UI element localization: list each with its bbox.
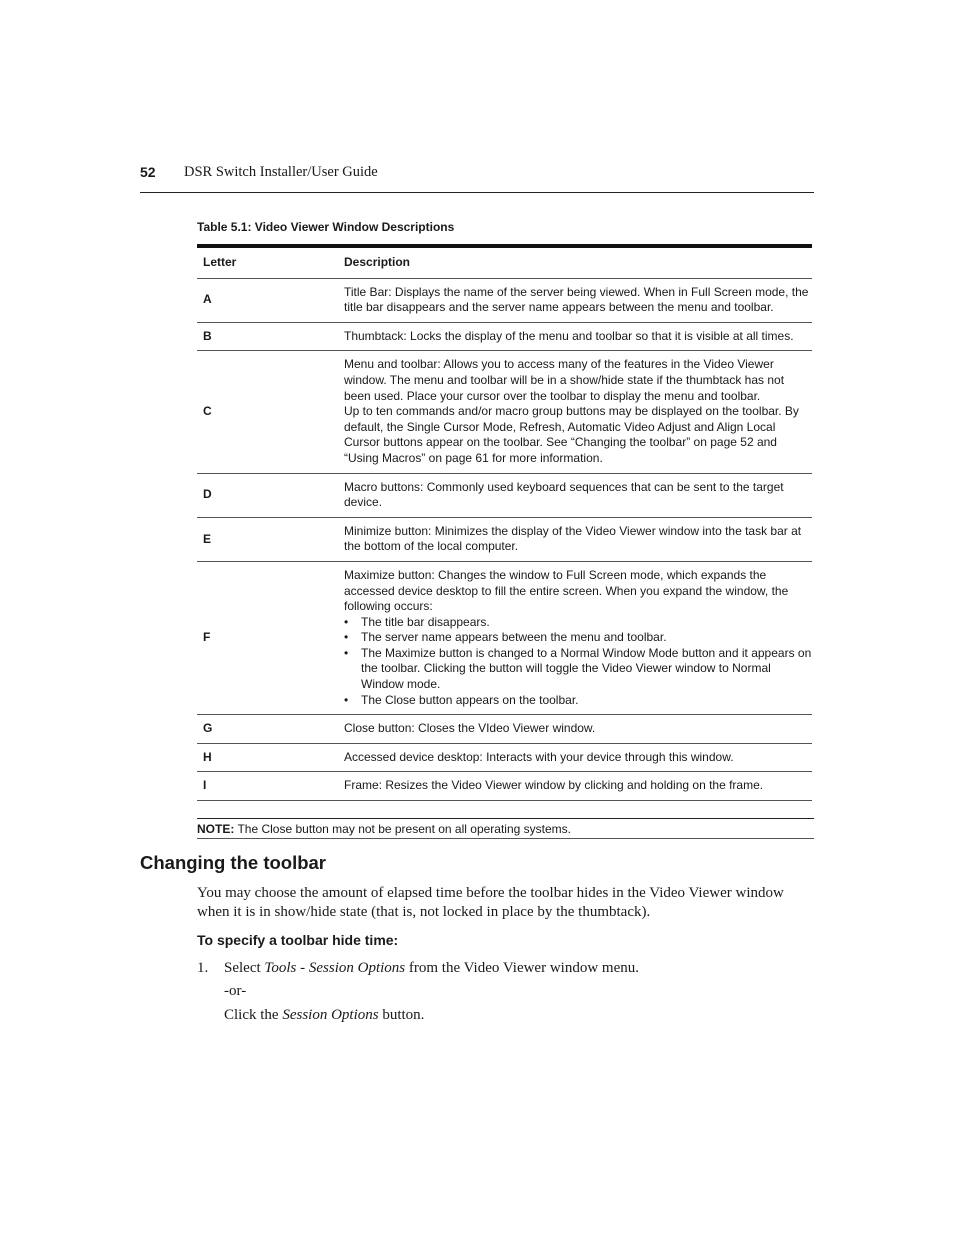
note xyxy=(197,818,814,839)
row-letter: C xyxy=(197,351,338,473)
description-paragraph: Accessed device desktop: Interacts with your device through this window. xyxy=(344,749,734,764)
description-paragraph: Frame: Resizes the Video Viewer window by clicking and holding on the frame. xyxy=(344,778,764,793)
row-description xyxy=(338,351,812,473)
table-row xyxy=(197,772,812,801)
note-text: The Close button may not be present on all operating systems. xyxy=(234,822,571,836)
description-paragraph: Minimize button: Minimizes the display of the Video Viewer window into the task bar at the bottom of the local computer. xyxy=(344,523,802,554)
row-description xyxy=(338,517,812,561)
row-description xyxy=(338,473,812,517)
table-caption: Table 5.1: Video Viewer Window Descriptions xyxy=(197,220,455,234)
row-description xyxy=(338,772,812,801)
step-text xyxy=(224,960,639,977)
running-title: DSR Switch Installer/User Guide xyxy=(184,164,378,180)
description-table-container xyxy=(197,244,812,801)
row-description xyxy=(338,322,812,351)
description-paragraph: Close button: Closes the VIdeo Viewer window. xyxy=(344,721,596,736)
page-header xyxy=(140,163,814,193)
row-letter: B xyxy=(197,322,338,351)
table-row xyxy=(197,278,812,322)
procedure-heading: To specify a toolbar hide time: xyxy=(197,932,399,948)
section-heading: Changing the toolbar xyxy=(140,852,327,873)
step-suffix: from the Video Viewer window menu. xyxy=(405,960,639,976)
table-row xyxy=(197,322,812,351)
click-prefix: Click the xyxy=(224,1007,283,1023)
column-header-description: Description xyxy=(338,246,812,278)
bullet-item: • The server name appears between the menu and toolbar. xyxy=(344,630,812,646)
step-prefix: Select xyxy=(224,960,265,976)
page-number: 52 xyxy=(140,164,156,180)
table-row xyxy=(197,351,812,473)
row-letter: A xyxy=(197,278,338,322)
body-paragraph: You may choose the amount of elapsed time before the toolbar hides in the Video Viewer window when it is in show/hide state (that is, not locked in place by the thumbtack). xyxy=(197,885,784,920)
row-description xyxy=(338,561,812,714)
description-paragraph: Title Bar: Displays the name of the server being viewed. When in Full Screen mode, the title bar disappears and the server name appears between the menu and toolbar. xyxy=(344,284,809,315)
row-letter: H xyxy=(197,743,338,772)
table-row xyxy=(197,743,812,772)
or-separator: -or- xyxy=(224,983,247,999)
row-letter: D xyxy=(197,473,338,517)
table-header-row xyxy=(197,246,812,278)
bullet-item: • The Close button appears on the toolbar. xyxy=(344,693,812,709)
table-row xyxy=(197,561,812,714)
description-paragraph: Menu and toolbar: Allows you to access many of the features in the Video Viewer window. The menu and toolbar will be in a show/hide state if the thumbtack has not been used. Place your cursor over the toolbar to display the menu and toolbar. xyxy=(344,357,785,403)
description-paragraph: Maximize button: Changes the window to Full Screen mode, which expands the accessed device desktop to fill the entire screen. When you expand the window, the following occurs: xyxy=(344,567,789,614)
row-letter: F xyxy=(197,561,338,714)
table-row xyxy=(197,715,812,744)
bullet-item: • The Maximize button is changed to a Normal Window Mode button and it appears on the toolbar. Clicking the button will toggle the Video Viewer window to Normal Window mode. xyxy=(344,646,812,693)
bullet-item: • The title bar disappears. xyxy=(344,615,812,631)
description-paragraph: Macro buttons: Commonly used keyboard sequences that can be sent to the target device. xyxy=(344,479,784,510)
table-row xyxy=(197,517,812,561)
step-number: 1. xyxy=(197,960,209,976)
row-description xyxy=(338,743,812,772)
table-row xyxy=(197,473,812,517)
row-description xyxy=(338,278,812,322)
click-instruction xyxy=(224,1007,424,1024)
column-header-letter: Letter xyxy=(197,246,338,278)
table-body xyxy=(197,278,812,800)
note-label: NOTE: xyxy=(197,822,235,836)
row-letter: G xyxy=(197,715,338,744)
step-menu-path: Tools - Session Options xyxy=(264,960,406,976)
description-paragraph: Up to ten commands and/or macro group buttons may be displayed on the toolbar. By default, the Single Cursor Mode, Refresh, Automatic Video Adjust and Align Local Cursor buttons appear on the toolbar. See “Changing the toolbar” on page 52 and “Using Macros” on page 61 for more information. xyxy=(344,404,799,465)
row-description xyxy=(338,715,812,744)
click-button-name: Session Options xyxy=(282,1007,379,1023)
click-suffix: button. xyxy=(378,1007,425,1023)
row-letter: I xyxy=(197,772,338,801)
description-paragraph: Thumbtack: Locks the display of the menu and toolbar so that it is visible at all times. xyxy=(344,328,794,343)
description-table xyxy=(197,244,812,801)
row-letter: E xyxy=(197,517,338,561)
bullet-list xyxy=(344,615,812,709)
